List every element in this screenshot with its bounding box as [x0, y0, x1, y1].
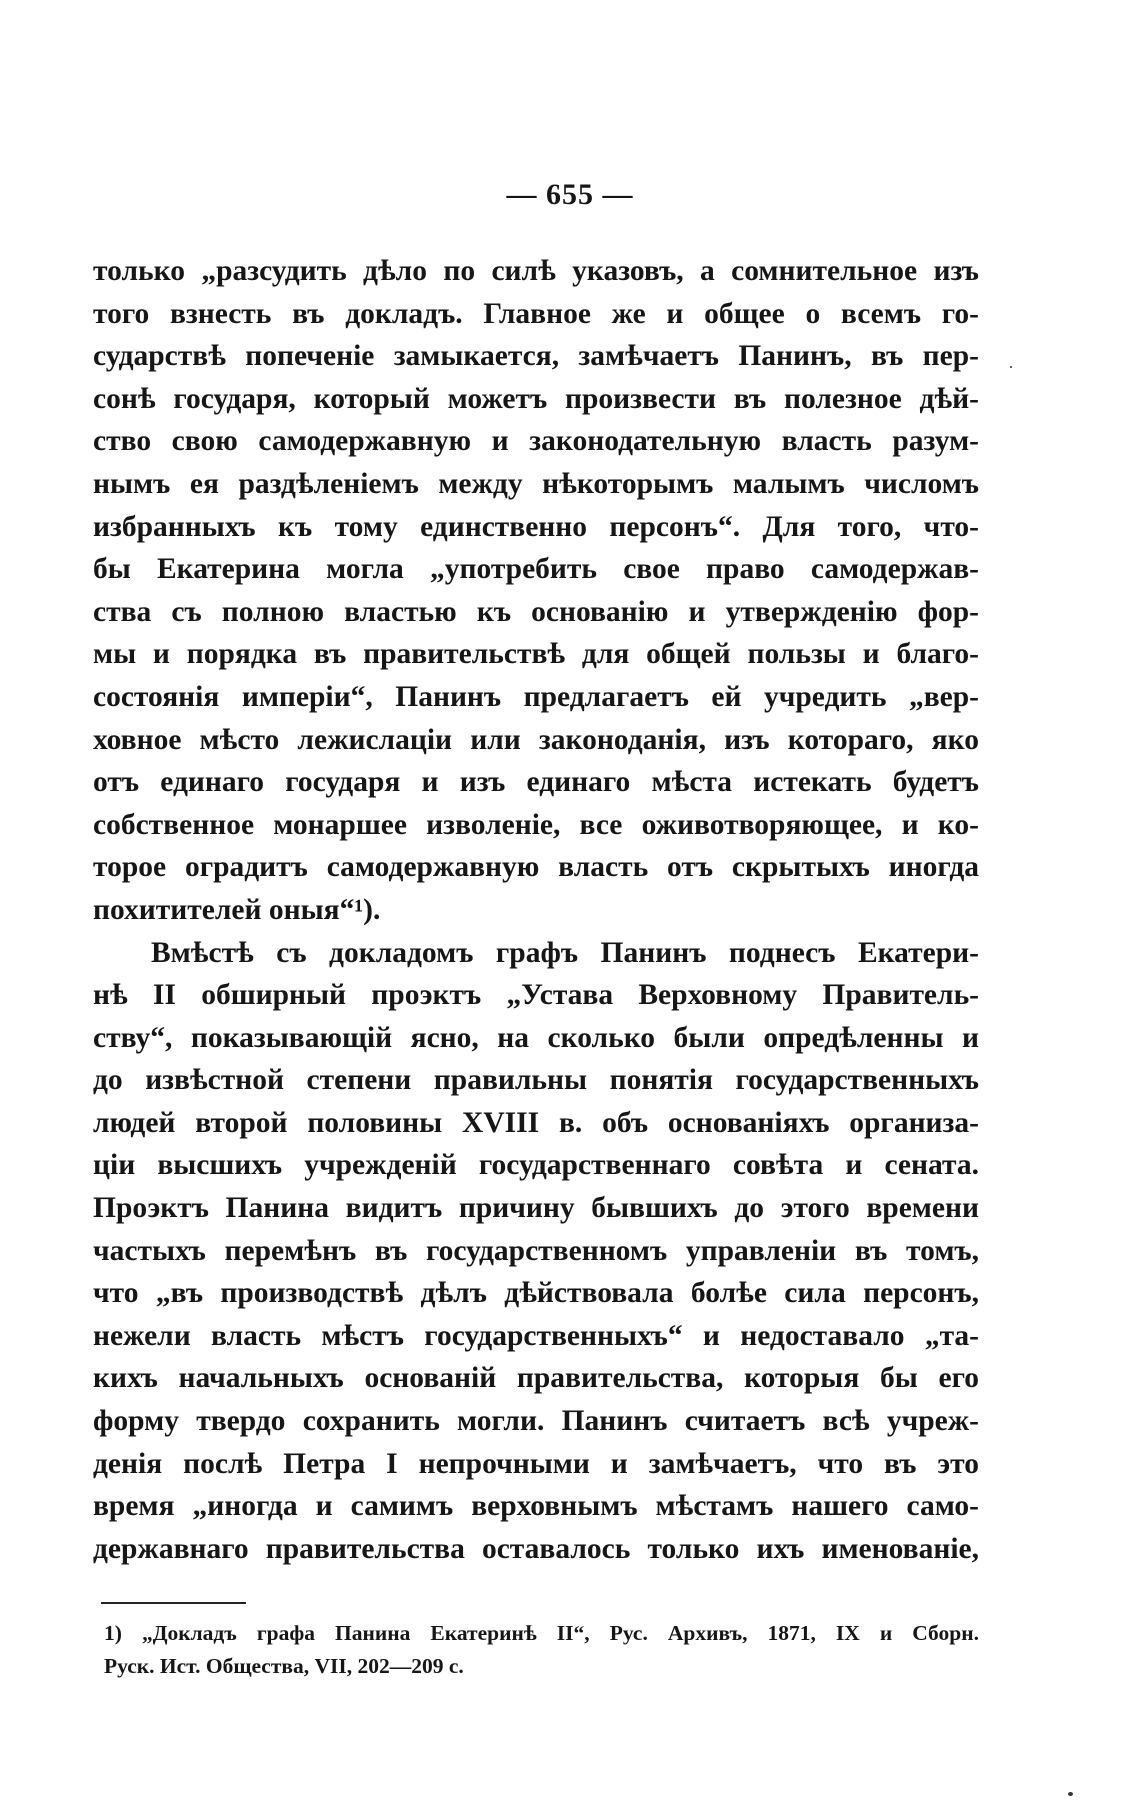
text-line: денія послѣ Петра I непрочными и замѣчаетъ, что въ это — [93, 1447, 979, 1480]
footnotes — [104, 1617, 979, 1683]
footnote-line: 1) „Докладъ графа Панина Екатеринѣ II“, Рус. Архивъ, 1871, IX и Сборн. — [104, 1621, 979, 1645]
footnote-line: Руск. Ист. Общества, VII, 202—209 с. — [104, 1654, 464, 1678]
text-line: бы Екатерина могла „употребить свое право самодержав- — [93, 553, 979, 586]
text-line: ства съ полною властью къ основанію и утвержденію фор- — [93, 595, 979, 628]
main-text — [93, 250, 979, 1570]
text-line: кихъ начальныхъ основаній правительства, которыя бы его — [93, 1362, 979, 1395]
text-line: людей второй половины XVIII в. объ основаніяхъ организа- — [93, 1106, 979, 1139]
text-line: державнаго правительства оставалось только ихъ именованіе, — [93, 1532, 979, 1565]
text-line: отъ единаго государя и изъ единаго мѣста истекать будетъ — [93, 766, 979, 799]
text-line: того взнесть въ докладъ. Главное же и общее о всемъ го- — [93, 297, 979, 330]
text-line: ство свою самодержавную и законодательную власть разум- — [93, 425, 979, 458]
text-line: форму твердо сохранить могли. Панинъ считаетъ всѣ учреж- — [93, 1405, 979, 1438]
text-line: состоянія имперіи“, Панинъ предлагаетъ ей учредить „вер- — [93, 680, 979, 713]
text-line: сударствѣ попеченіе замыкается, замѣчаетъ Панинъ, въ пер- — [93, 340, 979, 373]
scan-speck — [1068, 1792, 1073, 1796]
text-line: избранныхъ къ тому единственно персонъ“. Для того, что- — [93, 510, 979, 543]
text-line: мы и порядка въ правительствѣ для общей пользы и благо- — [93, 638, 979, 671]
footnote-separator — [101, 1602, 246, 1604]
scan-speck — [1010, 366, 1012, 368]
text-line: Проэктъ Панина видитъ причину бывшихъ до этого времени — [93, 1192, 979, 1225]
text-line: что „въ производствѣ дѣлъ дѣйствовала болѣе сила персонъ, — [93, 1277, 979, 1310]
text-line: Вмѣстѣ съ докладомъ графъ Панинъ поднесъ Екатери- — [151, 936, 979, 969]
text-line: похитителей оныя“¹). — [93, 893, 381, 926]
text-line: время „иногда и самимъ верховнымъ мѣстамъ нашего само- — [93, 1490, 979, 1523]
text-line: до извѣстной степени правильны понятія государственныхъ — [93, 1064, 979, 1097]
text-line: нежели власть мѣстъ государственныхъ“ и недоставало „та- — [93, 1319, 979, 1352]
text-line: сонѣ государя, который можетъ произвести въ полезное дѣй- — [93, 382, 979, 415]
text-line: нымъ ея раздѣленіемъ между нѣкоторымъ малымъ числомъ — [93, 467, 979, 500]
text-line: только „разсудить дѣло по силѣ указовъ, а сомнительное изъ — [93, 255, 979, 287]
text-line: собственное монаршее изволеніе, все оживотворяющее, и ко- — [93, 808, 979, 841]
text-line: ховное мѣсто лежислаціи или законоданія, изъ котораго, яко — [93, 723, 979, 756]
text-line: нѣ II обширный проэктъ „Устава Верховному Правитель- — [93, 979, 979, 1012]
text-line: торое оградитъ самодержавную власть отъ скрытыхъ иногда — [93, 851, 979, 884]
page-number: — 655 — — [506, 178, 634, 211]
text-line: ціи высшихъ учрежденій государственнаго совѣта и сената. — [93, 1149, 979, 1182]
text-line: ству“, показывающій ясно, на сколько были опредѣленны и — [93, 1021, 979, 1054]
text-line: частыхъ перемѣнъ въ государственномъ управленіи въ томъ, — [93, 1234, 979, 1267]
